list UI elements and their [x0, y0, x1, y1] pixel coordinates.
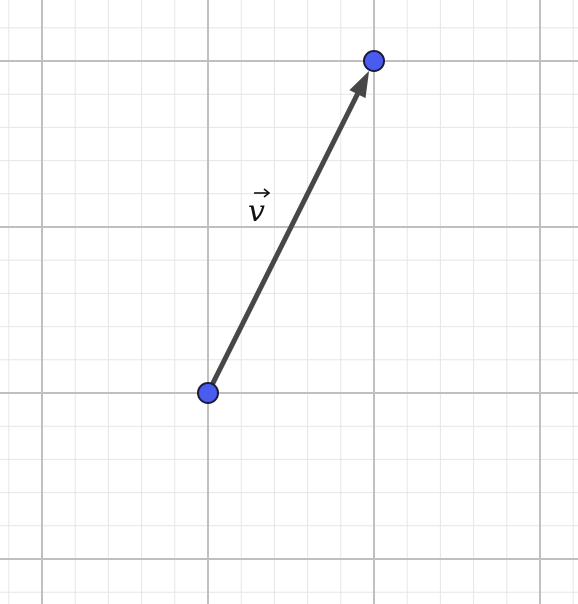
vector-v[interactable]: [208, 91, 359, 393]
vector-label: [246, 186, 276, 230]
head-point[interactable]: [364, 51, 384, 71]
tail-point[interactable]: [198, 383, 218, 403]
vector-label-text: v: [248, 194, 265, 229]
